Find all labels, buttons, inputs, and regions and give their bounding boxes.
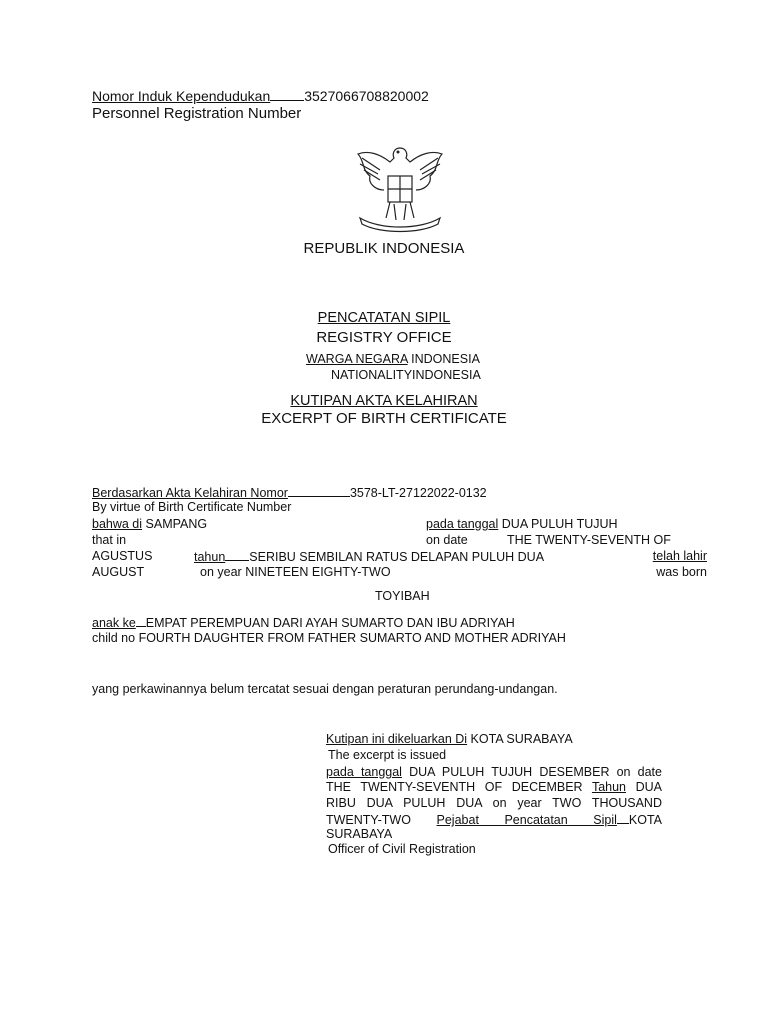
officer-label-en: Officer of Civil Registration: [328, 842, 476, 856]
nationality-line: WARGA NEGARA INDONESIA: [306, 352, 480, 366]
officer-place: SURABAYA: [326, 827, 393, 841]
office-title: PENCATATAN SIPIL: [317, 310, 451, 326]
issue-date-line-1: pada tanggal DUA PULUH TUJUH DESEMBER on date: [326, 765, 662, 779]
marriage-note: yang perkawinannya belum tercatat sesuai dengan peraturan perundang-undangan.: [92, 682, 558, 696]
cert-label-en: By virtue of Birth Certificate Number: [92, 500, 292, 514]
office-title-en: REGISTRY OFFICE: [316, 329, 452, 346]
issued-label-en: The excerpt is issued: [328, 748, 447, 762]
date-line: pada tanggal DUA PULUH TUJUH: [426, 517, 618, 531]
date-value-en: THE TWENTY-SEVENTH OF: [507, 533, 671, 547]
nik-value: 3527066708820002: [304, 88, 429, 104]
issued-line: Kutipan ini dikeluarkan Di KOTA SURABAYA: [326, 732, 573, 746]
nationality-line-en: NATIONALITYINDONESIA: [331, 368, 481, 382]
place-line: bahwa di SAMPANG: [92, 517, 208, 531]
country-title: REPUBLIK INDONESIA: [303, 240, 465, 257]
place-label-en: that in: [92, 533, 127, 547]
document-title-en: EXCERPT OF BIRTH CERTIFICATE: [261, 410, 507, 427]
born-label-en: was born: [656, 565, 707, 579]
child-line-en: child no FOURTH DAUGHTER FROM FATHER SUMARTO AND MOTHER ADRIYAH: [92, 631, 566, 645]
year-line-en: on year NINETEEN EIGHTY-TWO: [200, 565, 391, 579]
child-name: TOYIBAH: [375, 589, 430, 603]
garuda-emblem-icon: [350, 140, 450, 235]
month: AGUSTUS: [92, 549, 153, 563]
nik-label: Nomor Induk Kependudukan: [92, 88, 271, 104]
issue-date-line-2: THE TWENTY-SEVENTH OF DECEMBER Tahun DUA: [326, 780, 662, 794]
nik-line: [92, 88, 429, 105]
born-label: telah lahir: [652, 549, 707, 563]
officer-line: TWENTY-TWO Pejabat Pencatatan Sipil KOTA: [326, 813, 662, 827]
nik-label-en: Personnel Registration Number: [92, 105, 302, 122]
issue-date-line-3: RIBU DUA PULUH DUA on year TWO THOUSAND: [326, 796, 662, 810]
document-title: KUTIPAN AKTA KELAHIRAN: [290, 393, 478, 409]
child-line: anak ke EMPAT PEREMPUAN DARI AYAH SUMARTO DAN IBU ADRIYAH: [92, 616, 515, 630]
month-en: AUGUST: [92, 565, 145, 579]
cert-number-line: Berdasarkan Akta Kelahiran Nomor 3578-LT-27122022-0132: [92, 486, 487, 500]
date-label-en: on date: [426, 533, 468, 547]
year-line: tahun SERIBU SEMBILAN RATUS DELAPAN PULUH DUA: [194, 550, 545, 564]
